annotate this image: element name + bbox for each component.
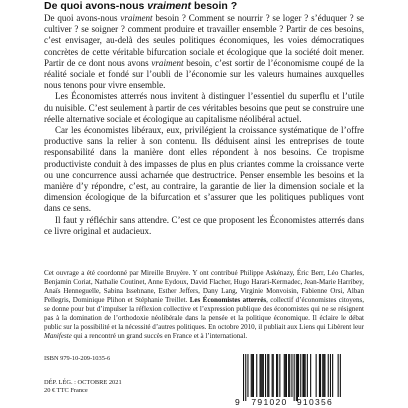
barcode-bar bbox=[316, 354, 317, 397]
barcode-bar bbox=[298, 354, 299, 397]
barcode-graphic bbox=[233, 352, 357, 408]
barcode-bar bbox=[251, 354, 252, 397]
barcode-bar bbox=[291, 354, 292, 397]
credits-ending: qui a rencontré un grand succès en France et à l’international. bbox=[71, 331, 248, 340]
barcode-bar bbox=[268, 354, 269, 397]
paragraph-4: Il faut y réfléchir sans attendre. C’est ce que proposent les Économistes atterrés dans ce livre original et audacieux. bbox=[44, 214, 364, 236]
barcode-bar bbox=[284, 354, 285, 397]
paragraph-1 bbox=[44, 13, 364, 91]
barcode-bar bbox=[330, 354, 331, 397]
credits-text bbox=[44, 269, 364, 341]
barcode-bar bbox=[285, 354, 286, 397]
barcode-bar bbox=[263, 354, 264, 397]
title-part-2: besoin ? bbox=[191, 0, 238, 12]
p1-text-c: besoin, c’est sortir de l’économisme coupé de la réalité sociale et fondé sur l’oubli de l’économie sur les valeurs humaines auxquelles nous tenons pour vivre ensemble. bbox=[44, 57, 364, 91]
barcode-bar bbox=[304, 354, 305, 397]
barcode-bar bbox=[332, 354, 333, 397]
credits-paragraph bbox=[44, 269, 364, 341]
paragraph-3: Car les économistes libéraux, eux, privilégient la croissance systématique de l’offre productive sans la relier à son contenu. Ils déduisent ainsi les entreprises de toute responsabilité dans la manière dont elles répondent à nos besoins. Ce tropisme productiviste conduit à des impasses de plus en plus criantes comme la croissance verte ou une concurrence aussi acharnée que destructrice. Penser ensemble les besoins et la manière d’y répondre, c’est, au contraire, la garantie de lier la dimension sociale et la dimension écologique de la bifurcation et s’assurer que les politiques publiques vont dans ce sens. bbox=[44, 125, 364, 214]
barcode-bar bbox=[262, 354, 263, 397]
blurb-text bbox=[44, 13, 364, 237]
barcode-bar bbox=[296, 354, 297, 401]
barcode-bar bbox=[279, 354, 280, 397]
manifesto-title: Manifeste bbox=[44, 331, 72, 340]
barcode-bar bbox=[338, 354, 339, 397]
barcode-bar bbox=[243, 354, 244, 401]
barcode-bar bbox=[273, 354, 274, 397]
p1-text-b: besoin ? Comment se nourrir ? se loger ? s’éduquer ? se cultiver ? se soigner ? comment produire et travailler ensemble ? Partir de ces besoins, c’est envisager, au-delà des seules politiques économiques, les voies démocratiques concrètes de cette véritable bifurcation sociale et écologique que la société doit mener. Partir de ce dont nous avons bbox=[44, 13, 364, 68]
p1-text-a: De quoi avons-nous bbox=[44, 13, 121, 23]
collective-name: Les Économistes atterrés bbox=[189, 295, 267, 304]
barcode-bar bbox=[310, 354, 311, 397]
barcode-lead-digit: 9 bbox=[235, 397, 240, 407]
barcode-bar bbox=[245, 354, 246, 401]
barcode-bar bbox=[288, 354, 289, 397]
isbn-number: ISBN 979-10-209-1035-6 bbox=[44, 355, 111, 362]
barcode-bar bbox=[307, 354, 308, 397]
price: 20 € TTC France bbox=[44, 387, 88, 395]
paragraph-2: Les Économistes atterrés nous invitent à distinguer l’essentiel du superflu et l’utile du nuisible. C’est seulement à partir de ces véritables besoins que peut se construire une réelle alternative sociale et écologique au capitalisme néolibéral actuel. bbox=[44, 91, 364, 124]
barcode-bar bbox=[320, 354, 321, 397]
legal-deposit: DÉP. LÉG. : OCTOBRE 2021 bbox=[44, 379, 122, 386]
barcode-bar bbox=[294, 354, 295, 401]
barcode bbox=[233, 352, 357, 408]
barcode-bars bbox=[243, 354, 341, 401]
barcode-bar bbox=[277, 354, 278, 397]
barcode-bar bbox=[305, 354, 306, 397]
barcode-bar bbox=[297, 354, 298, 401]
barcode-left-digits: 791020 bbox=[251, 397, 288, 407]
barcode-bar bbox=[324, 354, 325, 397]
barcode-bar bbox=[328, 354, 329, 397]
barcode-right-digits: 910356 bbox=[296, 397, 334, 407]
credits-contributors: Cet ouvrage a été coordonné par Mireille Bruyère. Y ont contribué Philippe Askénazy, Éric Berr, Léo Charles, Benjamin Coriat, Nathalie Coutinet, Anne Eydoux, David Flacher, Hugo Harari-Kermadec, Jean-Marie Harribey, Anaïs Henneguelle, Sabina Issehnane, Esther Jeffers, Dany Lang, Virginie Monvoisin, Fabienne Orsi, Alban Pellegris, Dominique Plihon et Stéphanie Treillet. bbox=[44, 269, 364, 304]
barcode-bar bbox=[289, 354, 290, 397]
barcode-bar bbox=[323, 354, 324, 397]
barcode-bar bbox=[276, 354, 277, 397]
barcode-bar bbox=[319, 354, 320, 397]
barcode-bar bbox=[300, 354, 301, 397]
barcode-bar bbox=[340, 354, 341, 397]
title-part-1: De quoi avons-nous bbox=[44, 0, 148, 12]
barcode-bar bbox=[252, 354, 253, 397]
barcode-bar bbox=[272, 354, 273, 397]
legal-info bbox=[44, 379, 122, 395]
barcode-bar bbox=[261, 354, 262, 397]
barcode-bar bbox=[322, 354, 323, 397]
p1-emphasis-1: vraiment bbox=[120, 13, 153, 23]
barcode-bar bbox=[267, 354, 268, 397]
barcode-bar bbox=[302, 354, 303, 397]
barcode-bar bbox=[256, 354, 257, 397]
credits-description: , collectif d’économistes citoyens, se donne pour but d’impulser la réflexion collective et l’expression publique des économistes qui ne se résignent pas à la domination de l’orthodoxie néolibérale dans la pensée et la politique économique. Il éclaire le débat public sur la possibilité et la nécessité d’autres politiques. En octobre 2010, il publiait aux Liens qui Libèrent leur bbox=[44, 295, 364, 331]
barcode-bar bbox=[247, 354, 248, 397]
barcode-bar bbox=[260, 354, 261, 397]
title-emphasis: vraiment bbox=[147, 0, 192, 12]
page-title bbox=[44, 0, 384, 13]
barcode-bar bbox=[253, 354, 254, 397]
barcode-bar bbox=[286, 354, 287, 397]
p1-emphasis-2: vraiment bbox=[151, 57, 184, 68]
barcode-bar bbox=[265, 354, 266, 397]
